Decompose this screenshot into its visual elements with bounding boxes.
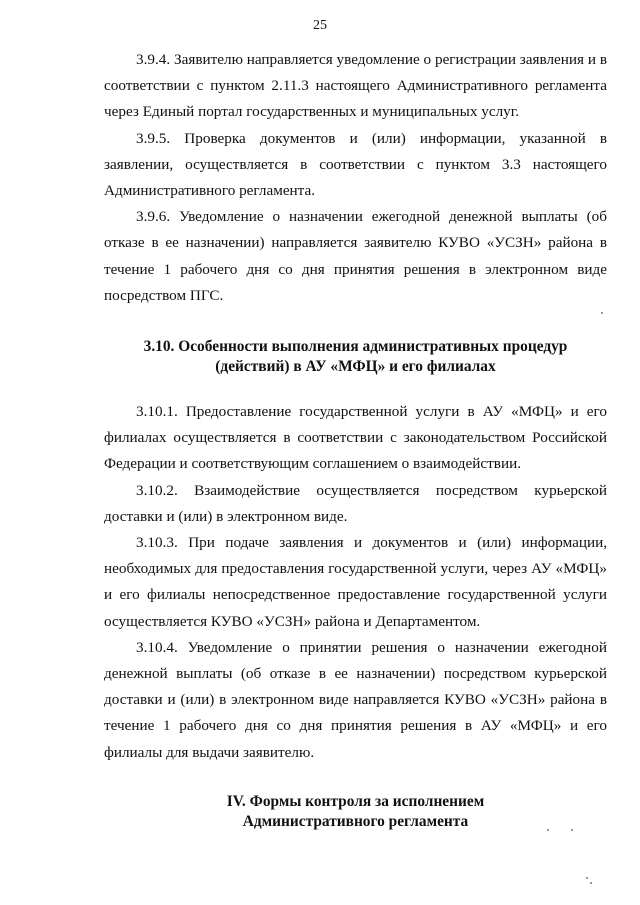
section-heading-3-10-line-2: (действий) в АУ «МФЦ» и его филиалах bbox=[215, 358, 496, 376]
section-heading-iv-line-2: Административного регламента bbox=[242, 812, 469, 830]
paragraph-3-10-3: 3.10.3. При подаче заявления и документов и (или) информации, необходимых для предоставления государственной услуги, через АУ «МФЦ» и его филиалы непосредственное предоставление государственной услуги осуществляется КУВО «УСЗН» района и Департаментом. bbox=[104, 534, 607, 630]
section-heading-3-10-line-1: 3.10. Особенности выполнения административных процедур bbox=[143, 338, 568, 356]
scan-speck bbox=[547, 829, 549, 831]
paragraph-3-10-1: 3.10.1. Предоставление государственной услуги в АУ «МФЦ» и его филиалах осуществляется в соответствии с законодательством Российской Федерации и соответствующим соглашением о взаимодействии. bbox=[104, 403, 607, 473]
paragraph-3-9-4: 3.9.4. Заявителю направляется уведомление о регистрации заявления и в соответствии с пунктом 2.11.3 настоящего Административного регламента через Единый портал государственных и муниципальных услуг. bbox=[104, 51, 607, 121]
paragraph-3-9-5: 3.9.5. Проверка документов и (или) информации, указанной в заявлении, осуществляется в соответствии с пунктом 3.3 настоящего Административного регламента. bbox=[104, 129, 607, 200]
section-heading-iv bbox=[104, 792, 607, 832]
paragraph-3-9-6: 3.9.6. Уведомление о назначении ежегодной денежной выплаты (об отказе в ее назначении) направляется заявителю КУВО «УСЗН» района в течение 1 рабочего дня со дня принятия решения в электронном виде посредством ПГС. bbox=[104, 208, 607, 304]
page-number: 25 bbox=[313, 18, 327, 33]
section-heading-iv-line-1: IV. Формы контроля за исполнением bbox=[226, 792, 485, 810]
paragraph-3-10-2: 3.10.2. Взаимодействие осуществляется посредством курьерской доставки и (или) в электронном виде. bbox=[104, 481, 607, 525]
scan-speck bbox=[590, 882, 592, 884]
paragraph-3-10-4: 3.10.4. Уведомление о принятии решения о назначении ежегодной денежной выплаты (об отказе в ее назначении) посредством курьерской доставки и (или) в электронном виде направляется КУВО «УСЗН» района в течение 1 рабочего дня со дня принятия решения в АУ «МФЦ» и его филиалы для выдачи заявителю. bbox=[104, 638, 607, 761]
scan-speck bbox=[586, 877, 588, 879]
section-heading-3-10 bbox=[104, 337, 607, 377]
document-body bbox=[104, 47, 607, 832]
scan-speck bbox=[601, 312, 603, 314]
scan-speck bbox=[571, 829, 573, 831]
